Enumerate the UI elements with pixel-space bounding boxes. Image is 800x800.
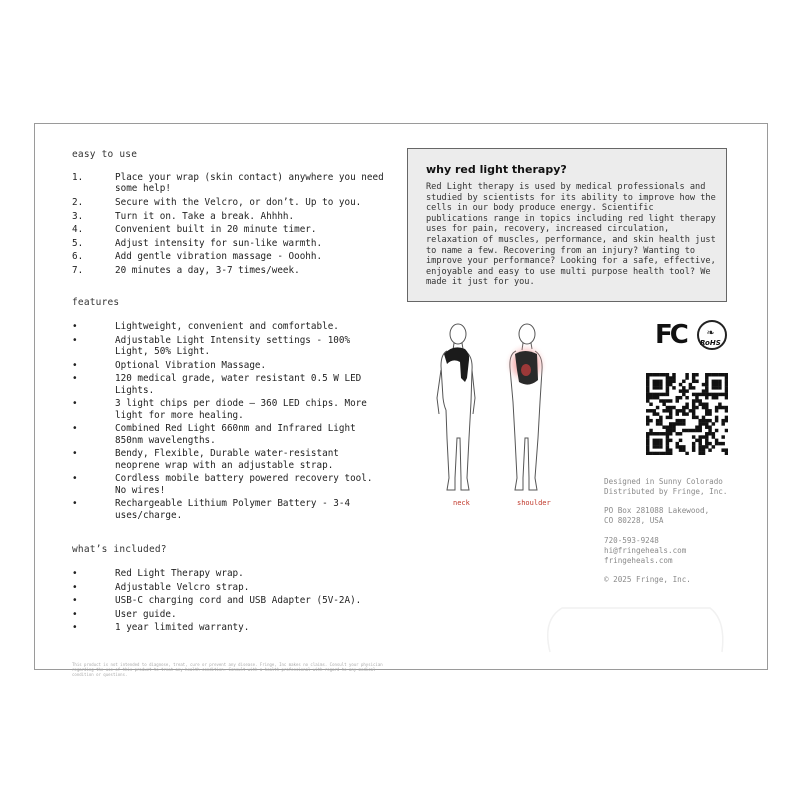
designed-line: Designed in Sunny Colorado xyxy=(604,477,723,486)
feature-text: Cordless mobile battery powered recovery tool. No wires! xyxy=(115,473,373,496)
included-text: User guide. xyxy=(115,608,177,620)
feature-text: 120 medical grade, water resistant 0.5 W LED Lights. xyxy=(115,373,362,396)
easy-to-use-marker: 2. xyxy=(72,197,84,208)
feature-item xyxy=(72,473,385,496)
features-list xyxy=(72,321,385,523)
feature-text: Lightweight, convenient and comfortable. xyxy=(115,321,339,332)
feature-item xyxy=(72,335,385,358)
why-title: why red light therapy? xyxy=(426,163,567,176)
included-item xyxy=(72,582,385,593)
easy-to-use-text: Add gentle vibration massage - Ooohh. xyxy=(115,251,323,263)
rohs-logo xyxy=(697,320,727,350)
neck-label: neck xyxy=(453,499,470,507)
feature-marker: • xyxy=(72,334,78,346)
email-link[interactable]: hi@fringeheals.com xyxy=(604,546,687,555)
address-block xyxy=(604,506,709,526)
easy-to-use-marker: 5. xyxy=(72,237,84,249)
shoulder-label: shoulder xyxy=(517,499,551,507)
included-text: Red Light Therapy wrap. xyxy=(115,568,244,579)
easy-to-use-marker: 1. xyxy=(72,172,84,183)
feature-item xyxy=(72,448,385,471)
easy-to-use-text: Adjust intensity for sun-like warmth. xyxy=(115,237,323,249)
feature-item xyxy=(72,373,385,396)
qr-code xyxy=(646,373,728,455)
feature-marker: • xyxy=(72,359,78,371)
easy-to-use-item xyxy=(72,197,385,208)
easy-to-use-text: Convenient built in 20 minute timer. xyxy=(115,224,317,236)
fcc-logo: FC xyxy=(655,320,686,350)
feature-marker: • xyxy=(72,498,78,510)
distributed-line: Distributed by Fringe, Inc. xyxy=(604,487,728,496)
disclaimer-text: This product is not intended to diagnose, treat, cure or prevent any disease. Fringe, Inc makes no claims. Consult your physician regarding the use of this product to treat any health condition. Consult with a health professional with regard to any medical condition or questions. xyxy=(72,662,383,678)
included-marker: • xyxy=(72,622,78,634)
feature-text: 3 light chips per diode – 360 LED chips. More light for more healing. xyxy=(115,398,367,421)
address-line-2: CO 80228, USA xyxy=(604,516,664,525)
feature-text: Bendy, Flexible, Durable water-resistant neoprene wrap with an adjustable strap. xyxy=(115,448,339,471)
included-text: USB-C charging cord and USB Adapter (5V-2A). xyxy=(115,595,362,607)
easy-to-use-item xyxy=(72,238,385,249)
included-marker: • xyxy=(72,581,78,593)
feature-marker: • xyxy=(72,473,78,485)
features-heading: features xyxy=(72,297,120,308)
feature-marker: • xyxy=(72,321,78,332)
why-red-light-box xyxy=(407,148,727,302)
address-line-1: PO Box 281088 Lakewood, xyxy=(604,506,710,515)
easy-to-use-item xyxy=(72,251,385,262)
feature-text: Rechargeable Lithium Polymer Battery - 3-4 uses/charge. xyxy=(115,498,351,521)
feature-item xyxy=(72,423,385,446)
easy-to-use-item xyxy=(72,265,385,276)
company-info xyxy=(604,477,727,497)
easy-to-use-item xyxy=(72,224,385,235)
easy-to-use-marker: 4. xyxy=(72,224,84,236)
feature-marker: • xyxy=(72,398,78,410)
contact-block xyxy=(604,536,686,566)
feature-item xyxy=(72,360,385,371)
included-text: Adjustable Velcro strap. xyxy=(115,581,250,593)
website-link[interactable]: fringeheals.com xyxy=(604,556,673,565)
included-item xyxy=(72,622,385,633)
feature-item xyxy=(72,398,385,421)
leaf-icon: ❧ xyxy=(707,325,715,339)
phone: 720-593-9248 xyxy=(604,536,659,545)
included-item xyxy=(72,595,385,606)
included-item xyxy=(72,609,385,620)
faint-outline-shape xyxy=(540,600,730,655)
included-marker: • xyxy=(72,568,78,579)
copyright: © 2025 Fringe, Inc. xyxy=(604,575,691,584)
easy-to-use-item xyxy=(72,172,385,195)
easy-to-use-marker: 3. xyxy=(72,210,84,222)
easy-to-use-text: Turn it on. Take a break. Ahhhh. xyxy=(115,210,295,222)
feature-marker: • xyxy=(72,373,78,385)
body-figures-illustration xyxy=(425,318,565,496)
included-marker: • xyxy=(72,608,78,620)
easy-to-use-item xyxy=(72,211,385,222)
whats-included-heading: what’s included? xyxy=(72,544,167,555)
feature-marker: • xyxy=(72,423,78,435)
included-item xyxy=(72,568,385,579)
feature-text: Adjustable Light Intensity settings - 100% Light, 50% Light. xyxy=(115,334,351,357)
easy-to-use-text: Secure with the Velcro, or don’t. Up to you. xyxy=(115,197,362,208)
rohs-text: RoHS xyxy=(700,339,721,347)
included-text: 1 year limited warranty. xyxy=(115,622,250,634)
whats-included-list xyxy=(72,568,385,636)
feature-marker: • xyxy=(72,448,78,460)
easy-to-use-marker: 7. xyxy=(72,264,84,276)
easy-to-use-text: 20 minutes a day, 3-7 times/week. xyxy=(115,264,300,276)
easy-to-use-text: Place your wrap (skin contact) anywhere you need some help! xyxy=(115,172,384,195)
easy-to-use-heading: easy to use xyxy=(72,149,138,160)
included-marker: • xyxy=(72,595,78,607)
easy-to-use-marker: 6. xyxy=(72,251,84,263)
easy-to-use-list xyxy=(72,172,385,279)
feature-text: Optional Vibration Massage. xyxy=(115,359,267,371)
feature-text: Combined Red Light 660nm and Infrared Light 850nm wavelengths. xyxy=(115,423,356,446)
feature-item xyxy=(72,321,385,332)
neck-wrap xyxy=(444,347,469,382)
feature-item xyxy=(72,498,385,521)
why-body: Red Light therapy is used by medical professionals and studied by scientists for its ability to improve how the cells in our body produce energy. Scientific publications range in topics including red light therapy uses for pain, recovery, increased circulation, relaxation of muscles, performance, and skin health just to name a few. Recovering from an injury? Wanting to improve your performance? Looking for a safe, effective, enjoyable and easy to use multi purpose health tool? We made it just for you. xyxy=(426,182,716,288)
